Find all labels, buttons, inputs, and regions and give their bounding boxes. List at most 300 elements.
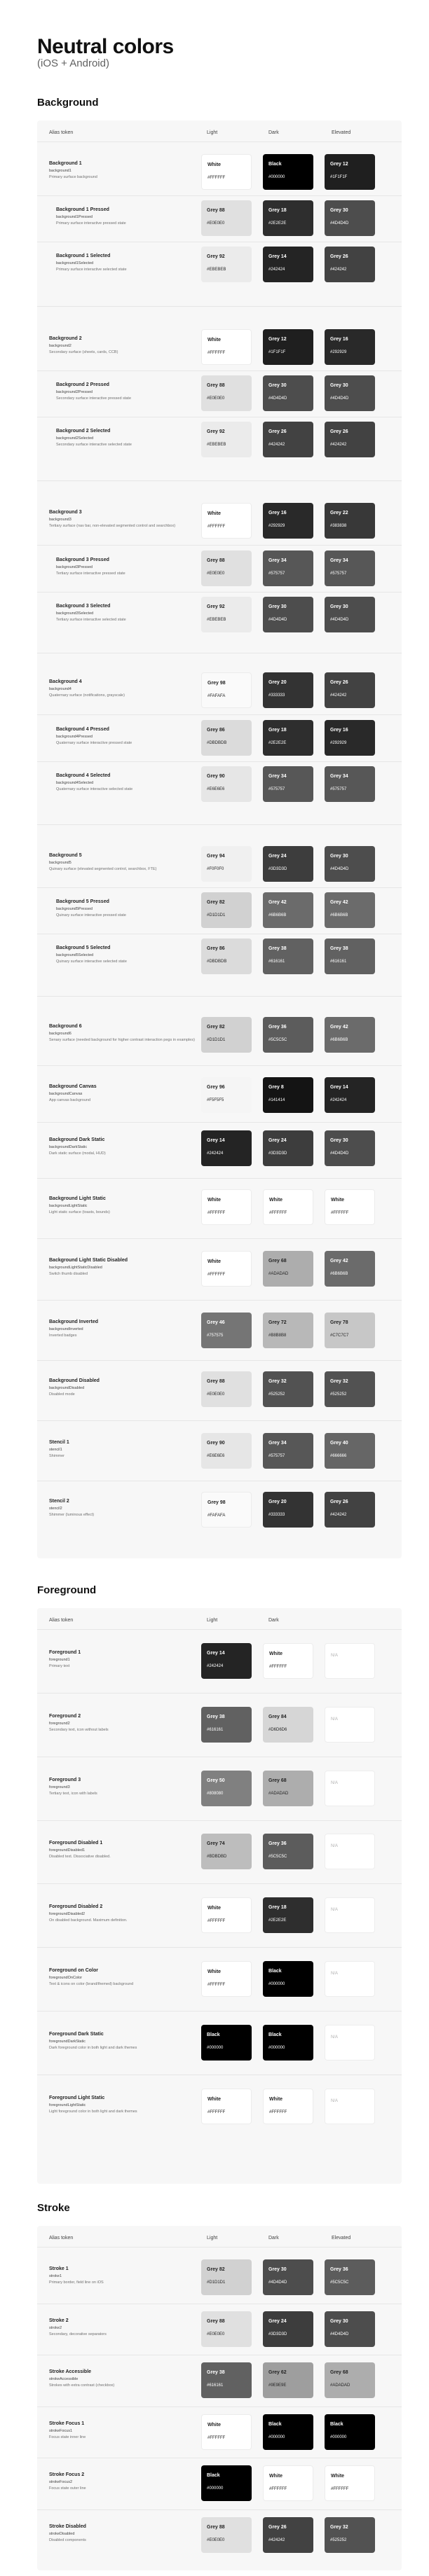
swatch-hex: #1F1F1F [268,350,286,354]
column-header: Alias token [49,1618,74,1623]
color-swatch [325,2517,375,2553]
swatch-hex: #FFFFFF [207,1273,226,1277]
swatch-name: Grey 30 [330,1138,348,1143]
swatch-name: Grey 98 [207,681,226,686]
swatch-name: Grey 24 [268,854,287,859]
token-description: Disabled mode [49,1392,75,1397]
token-code: background5 [49,861,72,865]
swatch-name: Grey 32 [330,1379,348,1384]
color-swatch [325,1961,375,1997]
swatch-hex: #6B6B6B [330,1272,348,1276]
swatch-name: Grey 90 [207,1441,225,1446]
swatch-hex: #5C5C5C [330,2280,349,2285]
color-swatch [201,939,252,974]
color-swatch [201,1251,252,1287]
swatch-not-applicable: N/A [331,1908,339,1912]
swatch-name: Grey 26 [268,2525,287,2530]
swatch-name: Grey 30 [268,604,287,609]
token-name: Foreground 3 [49,1778,81,1782]
token-description: Disabled components [49,2538,86,2542]
token-name: Background 3 [49,510,82,515]
color-swatch [325,2414,375,2450]
swatch-name: Grey 26 [330,680,348,685]
token-description: Tertiary surface interactive pressed state [56,572,125,576]
swatch-name: Grey 96 [207,1085,225,1090]
swatch-hex: #E0E0E0 [207,572,225,576]
color-swatch [263,1077,313,1113]
swatch-name: Grey 30 [330,2319,348,2324]
color-swatch [263,1643,313,1679]
swatch-hex: #1F1F1F [330,175,348,179]
token-name: Stroke Focus 1 [49,2421,85,2426]
color-swatch [263,597,313,632]
swatch-hex: #4D4D4D [330,1151,349,1156]
token-name: Stroke 1 [49,2266,69,2271]
swatch-hex: #666666 [330,1454,347,1458]
swatch-hex: #575757 [268,1454,285,1458]
color-swatch [325,503,375,539]
color-swatch [263,2414,313,2450]
swatch-hex: #242424 [207,1664,224,1668]
color-swatch [325,2089,375,2124]
token-code: strokeFocus1 [49,2429,73,2433]
row-divider [37,824,402,825]
color-swatch [201,1771,252,1806]
color-swatch [263,1897,313,1933]
swatch-name: Grey 72 [268,1320,287,1325]
token-name: Background 4 Selected [56,773,111,778]
swatch-hex: #3D3D3D [268,2332,287,2336]
swatch-hex: #FFFFFF [207,351,226,355]
token-code: foreground1 [49,1658,70,1662]
color-swatch [263,422,313,457]
row-divider [37,1122,402,1123]
token-name: Background 1 Pressed [56,207,109,212]
color-swatch [325,1897,375,1933]
color-swatch [201,329,252,365]
swatch-name: White [207,511,222,516]
swatch-name: Grey 42 [268,900,287,905]
color-swatch [201,2025,252,2061]
swatch-hex: #757575 [207,1334,224,1338]
swatch-name: Grey 38 [330,946,348,951]
token-name: Stencil 2 [49,1499,69,1504]
token-name: Background 3 Selected [56,604,111,609]
swatch-name: Grey 30 [330,604,348,609]
swatch-not-applicable: N/A [331,1781,339,1785]
color-swatch [201,2465,252,2501]
color-swatch [325,1771,375,1806]
swatch-hex: #D1D1D1 [207,1038,226,1042]
color-swatch [201,2311,252,2347]
color-swatch [325,2259,375,2295]
color-swatch [325,1077,375,1113]
token-description: Secondary surface interactive selected state [56,443,132,447]
swatch-hex: #242424 [207,1151,224,1156]
swatch-hex: #6B6B6B [330,913,348,917]
swatch-hex: #C7C7C7 [330,1334,349,1338]
swatch-name: White [269,1198,283,1203]
swatch-name: White [207,1969,222,1974]
token-description: Dark foreground color in both light and dark themes [49,2046,137,2050]
token-description: Tertiary text, icon with labels [49,1792,97,1796]
swatch-name: White [207,2423,222,2428]
swatch-name: Grey 12 [330,162,348,167]
token-name: Background Disabled [49,1378,100,1383]
swatch-not-applicable: N/A [331,2099,339,2103]
swatch-hex: #FFFFFF [331,2487,349,2491]
token-description: Quaternary surface interactive selected state [56,787,133,791]
token-description: Switch thumb disabled [49,1272,88,1276]
color-swatch [263,892,313,928]
color-swatch [263,2517,313,2553]
swatch-hex: #2E2E2E [268,741,287,745]
color-swatch [263,1130,313,1166]
color-swatch [201,550,252,586]
color-swatch [201,1433,252,1469]
row-divider [37,1238,402,1239]
token-description: Secondary, decorative separators [49,2332,107,2336]
swatch-name: Grey 92 [207,254,225,259]
swatch-name: Grey 16 [330,337,348,342]
token-name: Background Inverted [49,1320,99,1324]
color-swatch [263,1313,313,1348]
color-swatch [325,1251,375,1287]
swatch-name: Grey 38 [268,946,287,951]
swatch-hex: #575757 [268,787,285,791]
swatch-hex: #ADADAD [330,2383,350,2388]
swatch-name: White [331,1198,345,1203]
swatch-name: Grey 14 [207,1651,225,1656]
color-swatch [325,1371,375,1407]
token-code: background4Selected [56,781,94,785]
color-swatch [263,1433,313,1469]
swatch-name: Grey 82 [207,2267,225,2272]
swatch-hex: #E0E0E0 [207,221,225,226]
swatch-name: Grey 22 [330,511,348,515]
color-swatch [263,2089,313,2124]
token-description: Quinary surface (elevated segmented control, searchbox, FTE) [49,867,157,871]
swatch-hex: #FFFFFF [269,1665,287,1669]
token-description: Shimmer (luminous effect) [49,1513,95,1517]
token-code: background2Pressed [56,390,93,394]
color-swatch [263,1707,313,1743]
color-swatch [325,1130,375,1166]
color-swatch [325,766,375,802]
swatch-hex: #4D4D4D [330,618,349,622]
swatch-name: Grey 32 [330,2525,348,2530]
swatch-name: Grey 82 [207,1025,225,1030]
section-title-stroke: Stroke [37,2202,70,2214]
token-description: Senary surface (needed background for higher contrast interaction pegs in examples) [49,1038,195,1042]
color-swatch [325,422,375,457]
swatch-hex: #424242 [268,443,285,447]
token-code: background3Selected [56,611,94,616]
swatch-hex: #B8B8B8 [268,1334,287,1338]
swatch-hex: #D1D1D1 [207,913,226,917]
token-description: Quaternary surface (notifications, grayscale) [49,693,125,698]
swatch-name: White [207,2097,222,2102]
swatch-hex: #4D4D4D [330,396,349,401]
token-name: Background 2 Selected [56,429,111,434]
swatch-hex: #424242 [268,2538,285,2542]
swatch-hex: #ADADAD [268,1792,289,1796]
token-name: Background Light Static [49,1196,106,1201]
swatch-name: Grey 16 [330,728,348,733]
swatch-name: White [269,2097,283,2102]
swatch-name: Grey 14 [207,1138,225,1143]
swatch-name: Grey 30 [330,383,348,388]
swatch-hex: #FFFFFF [269,1211,287,1215]
color-swatch [201,1130,252,1166]
color-swatch [263,1371,313,1407]
swatch-hex: #616161 [268,960,285,964]
row-divider [37,1065,402,1066]
swatch-name: Grey 94 [207,854,225,859]
swatch-name: Grey 88 [207,383,225,388]
token-code: background1Pressed [56,215,93,219]
color-swatch [325,1643,375,1679]
swatch-hex: #FFFFFF [269,2487,287,2491]
color-swatch [325,2362,375,2398]
token-description: Quinary surface interactive pressed state [56,913,126,917]
swatch-hex: #EBEBEB [207,443,226,447]
color-swatch [325,2465,375,2501]
swatch-hex: #000000 [268,1982,285,1986]
swatch-not-applicable: N/A [331,1972,339,1976]
swatch-hex: #616161 [207,2383,224,2388]
color-swatch [201,375,252,411]
row-divider [37,2509,402,2510]
token-description: Text & icons on color (brand/themed) background [49,1982,134,1986]
color-swatch [263,550,313,586]
token-description: Primary text [49,1664,70,1668]
swatch-name: White [207,1259,222,1264]
column-header: Alias token [49,130,74,135]
token-code: background2Selected [56,436,94,441]
swatch-name: White [331,2474,345,2479]
page-subtitle: (iOS + Android) [37,57,109,69]
swatch-hex: #4D4D4D [268,2280,287,2285]
token-name: Background 6 [49,1024,82,1029]
swatch-hex: #F5F5F5 [207,1098,224,1102]
row-divider [37,480,402,481]
swatch-name: Grey 14 [268,254,287,259]
swatch-hex: #FFFFFF [331,1211,349,1215]
swatch-hex: #424242 [330,443,347,447]
token-description: Secondary surface (sheets, cards, CCB) [49,350,118,354]
swatch-hex: #FFFFFF [207,2110,226,2114]
row-divider [37,195,402,196]
color-swatch [325,672,375,708]
swatch-name: Grey 30 [330,854,348,859]
swatch-not-applicable: N/A [331,1717,339,1722]
row-divider [37,592,402,593]
color-swatch [325,846,375,882]
swatch-hex: #383838 [330,524,347,528]
color-swatch [201,1017,252,1053]
color-swatch [263,672,313,708]
swatch-name: Grey 92 [207,429,225,434]
swatch-name: Grey 88 [207,1379,225,1384]
swatch-hex: #292929 [330,741,347,745]
swatch-hex: #FAFAFA [207,694,226,698]
swatch-hex: #2E2E2E [268,221,287,226]
row-divider [37,1883,402,1884]
swatch-hex: #5C5C5C [268,1855,287,1859]
swatch-name: Grey 68 [268,1778,287,1783]
swatch-name: Grey 84 [268,1715,287,1719]
swatch-hex: #E0E0E0 [207,396,225,401]
token-description: Primary surface interactive selected state [56,268,127,272]
token-code: backgroundDisabled [49,1386,85,1390]
swatch-name: Grey 30 [268,2267,287,2272]
swatch-name: Grey 88 [207,2319,225,2324]
swatch-hex: #FFFFFF [207,176,226,180]
color-swatch [201,503,252,539]
row-divider [37,1947,402,1948]
swatch-name: White [269,1651,283,1656]
color-swatch [263,1771,313,1806]
header-divider [37,141,402,142]
swatch-hex: #424242 [330,268,347,272]
token-description: Strokes with extra contrast (checkbox) [49,2383,115,2388]
swatch-hex: #575757 [330,572,347,576]
token-code: backgroundLightStatic [49,1204,88,1208]
swatch-hex: #E0E0E0 [207,2538,225,2542]
swatch-hex: #FFFFFF [207,525,226,529]
color-swatch [263,2259,313,2295]
swatch-name: White [269,2474,283,2479]
color-swatch [263,1834,313,1869]
row-divider [37,1178,402,1179]
swatch-name: White [207,1198,222,1203]
token-description: Focus state inner line [49,2435,86,2439]
swatch-name: Grey 68 [330,2370,348,2375]
color-swatch [201,597,252,632]
swatch-name: Grey 18 [268,208,287,213]
token-description: Focus state outer line [49,2486,86,2491]
token-code: background5Selected [56,953,94,957]
color-swatch [325,329,375,365]
token-name: Foreground Disabled 2 [49,1904,103,1909]
color-swatch [325,597,375,632]
swatch-name: Grey 86 [207,728,225,733]
color-swatch [201,154,252,190]
swatch-hex: #D1D1D1 [207,2280,226,2285]
swatch-name: Grey 90 [207,774,225,779]
swatch-hex: #E0E0E0 [207,2332,225,2336]
swatch-hex: #FFFFFF [207,2436,226,2440]
token-code: backgroundDarkStatic [49,1145,88,1149]
swatch-hex: #4D4D4D [330,867,349,871]
color-swatch [263,2465,313,2501]
token-code: foregroundOnColor [49,1976,83,1980]
swatch-hex: #525252 [330,2538,347,2542]
color-swatch [201,247,252,282]
swatch-hex: #333333 [268,693,285,698]
swatch-name: Grey 42 [330,1025,348,1030]
swatch-hex: #3D3D3D [268,867,287,871]
swatch-name: White [207,338,222,342]
swatch-hex: #E6E6E6 [207,787,225,791]
token-description: Disabled text. Dissociative disabled. [49,1855,111,1859]
color-swatch [325,1433,375,1469]
swatch-hex: #FFFFFF [207,1983,226,1987]
swatch-name: Grey 92 [207,604,225,609]
token-description: Primary surface interactive pressed state [56,221,126,226]
token-name: Background Canvas [49,1084,97,1089]
color-swatch [263,154,313,190]
token-code: strokeAccessible [49,2377,79,2381]
swatch-hex: #000000 [268,2435,285,2439]
token-code: backgroundCanvas [49,1092,83,1096]
token-code: foregroundDisabled1 [49,1848,86,1853]
swatch-name: Grey 38 [207,1715,225,1719]
token-description: App canvas background [49,1098,91,1102]
swatch-name: Grey 34 [268,1441,287,1446]
color-swatch [263,846,313,882]
token-name: Background 3 Pressed [56,558,109,562]
swatch-hex: #DBDBDB [207,960,227,964]
color-swatch [201,2517,252,2553]
token-name: Background 5 Pressed [56,899,109,904]
color-swatch [325,892,375,928]
token-code: backgroundInverted [49,1327,83,1331]
token-description: Light foreground color in both light and dark themes [49,2110,137,2114]
color-swatch [325,1189,375,1225]
token-name: Foreground Disabled 1 [49,1841,103,1846]
swatch-hex: #EBEBEB [207,268,226,272]
swatch-hex: #424242 [330,693,347,698]
token-code: foreground2 [49,1722,70,1726]
token-code: background4 [49,687,72,691]
color-swatch [325,2025,375,2061]
color-swatch [325,200,375,236]
swatch-name: Grey 42 [330,1259,348,1263]
row-divider [37,1360,402,1361]
token-description: Shimmer [49,1454,65,1458]
swatch-name: Grey 88 [207,2525,225,2530]
swatch-hex: #575757 [330,787,347,791]
swatch-hex: #D6D6D6 [268,1728,287,1732]
token-description: Light static surface (toasts, bounds) [49,1210,110,1214]
color-swatch [201,1897,252,1933]
page-title: Neutral colors [37,35,174,58]
swatch-name: Grey 50 [207,1778,225,1783]
color-swatch [201,1707,252,1743]
color-swatch [263,375,313,411]
color-swatch [201,766,252,802]
token-name: Background 1 Selected [56,254,111,258]
color-swatch [263,766,313,802]
color-swatch [263,2311,313,2347]
swatch-hex: #000000 [268,2046,285,2050]
swatch-name: Grey 68 [268,1259,287,1263]
swatch-name: Black [268,2422,282,2427]
color-swatch [325,1492,375,1528]
swatch-name: Grey 36 [268,1841,287,1846]
swatch-name: Grey 30 [268,383,287,388]
color-swatch [263,2362,313,2398]
column-header: Light [207,1618,218,1623]
swatch-name: Grey 62 [268,2370,287,2375]
swatch-name: Black [207,2473,220,2478]
swatch-name: Grey 36 [330,2267,348,2272]
color-swatch [263,1189,313,1225]
swatch-name: Black [268,162,282,167]
swatch-name: Grey 34 [268,558,287,563]
